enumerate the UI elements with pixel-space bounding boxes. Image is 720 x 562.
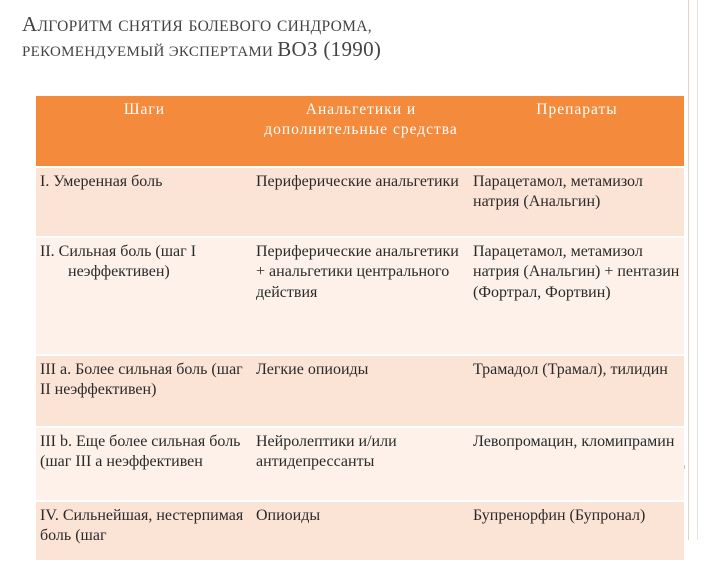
cell-step: I. Умеренная боль: [36, 167, 252, 237]
cell-step: IV. Сильнейшая, нестерпимая боль (шаг: [36, 501, 252, 561]
table-row: [36, 427, 684, 501]
cell-step: III а. Более сильная боль (шаг II неэффективен): [36, 355, 252, 427]
cell-analgesics: Периферические анальгетики + анальгетики центрального действия: [252, 237, 469, 355]
cell-drugs: Трамадол (Трамал), тилидин: [469, 355, 684, 427]
table-row: [36, 501, 684, 561]
cell-step-continuation: неэффективен): [68, 263, 170, 281]
cell-analgesics: Периферические анальгетики: [252, 167, 469, 237]
title-line-2: [22, 37, 682, 62]
slide-title: [22, 12, 682, 62]
cell-drugs: Парацетамол, метамизол натрия (Анальгин): [469, 167, 684, 237]
cell-step: [36, 237, 252, 355]
cell-analgesics: Нейролептики и/или антидепрессанты: [252, 427, 469, 501]
header-steps: Шаги: [36, 96, 252, 167]
title-line-1: [22, 12, 682, 37]
title-line-2-prefix: РЕКОМЕНДУЕМЫЙ ЭКСПЕРТАМИ: [22, 43, 274, 60]
cell-analgesics: Опиоиды: [252, 501, 469, 561]
table-row: [36, 237, 684, 355]
cell-analgesics: Легкие опиоиды: [252, 355, 469, 427]
header-analgesics: Анальгетики и дополнительные средства: [252, 96, 469, 167]
header-drugs: Препараты: [469, 96, 684, 167]
cell-step-text: II. Сильная боль (шаг I: [40, 243, 197, 260]
cell-drugs: Левопромацин, кломипрамин: [469, 427, 684, 501]
table-row: [36, 167, 684, 237]
title-line-2-suffix: ВОЗ (1990): [277, 36, 382, 61]
cell-step: III b. Еще более сильная боль (шаг III а неэффективен: [36, 427, 252, 501]
title-line-1-text: АЛГОРИТМ СНЯТИЯ БОЛЕВОГО СИНДРОМА,: [22, 12, 372, 36]
table-row: [36, 355, 684, 427]
decorative-line: [697, 0, 698, 540]
pain-algorithm-table: [36, 96, 684, 562]
decorative-frame: [688, 0, 720, 540]
cell-drugs: Парацетамол, метамизол натрия (Анальгин) + пентазин (Фортрал, Фортвин): [469, 237, 684, 355]
cell-drugs: Бупренорфин (Бупронал): [469, 501, 684, 561]
table-header-row: [36, 96, 684, 167]
